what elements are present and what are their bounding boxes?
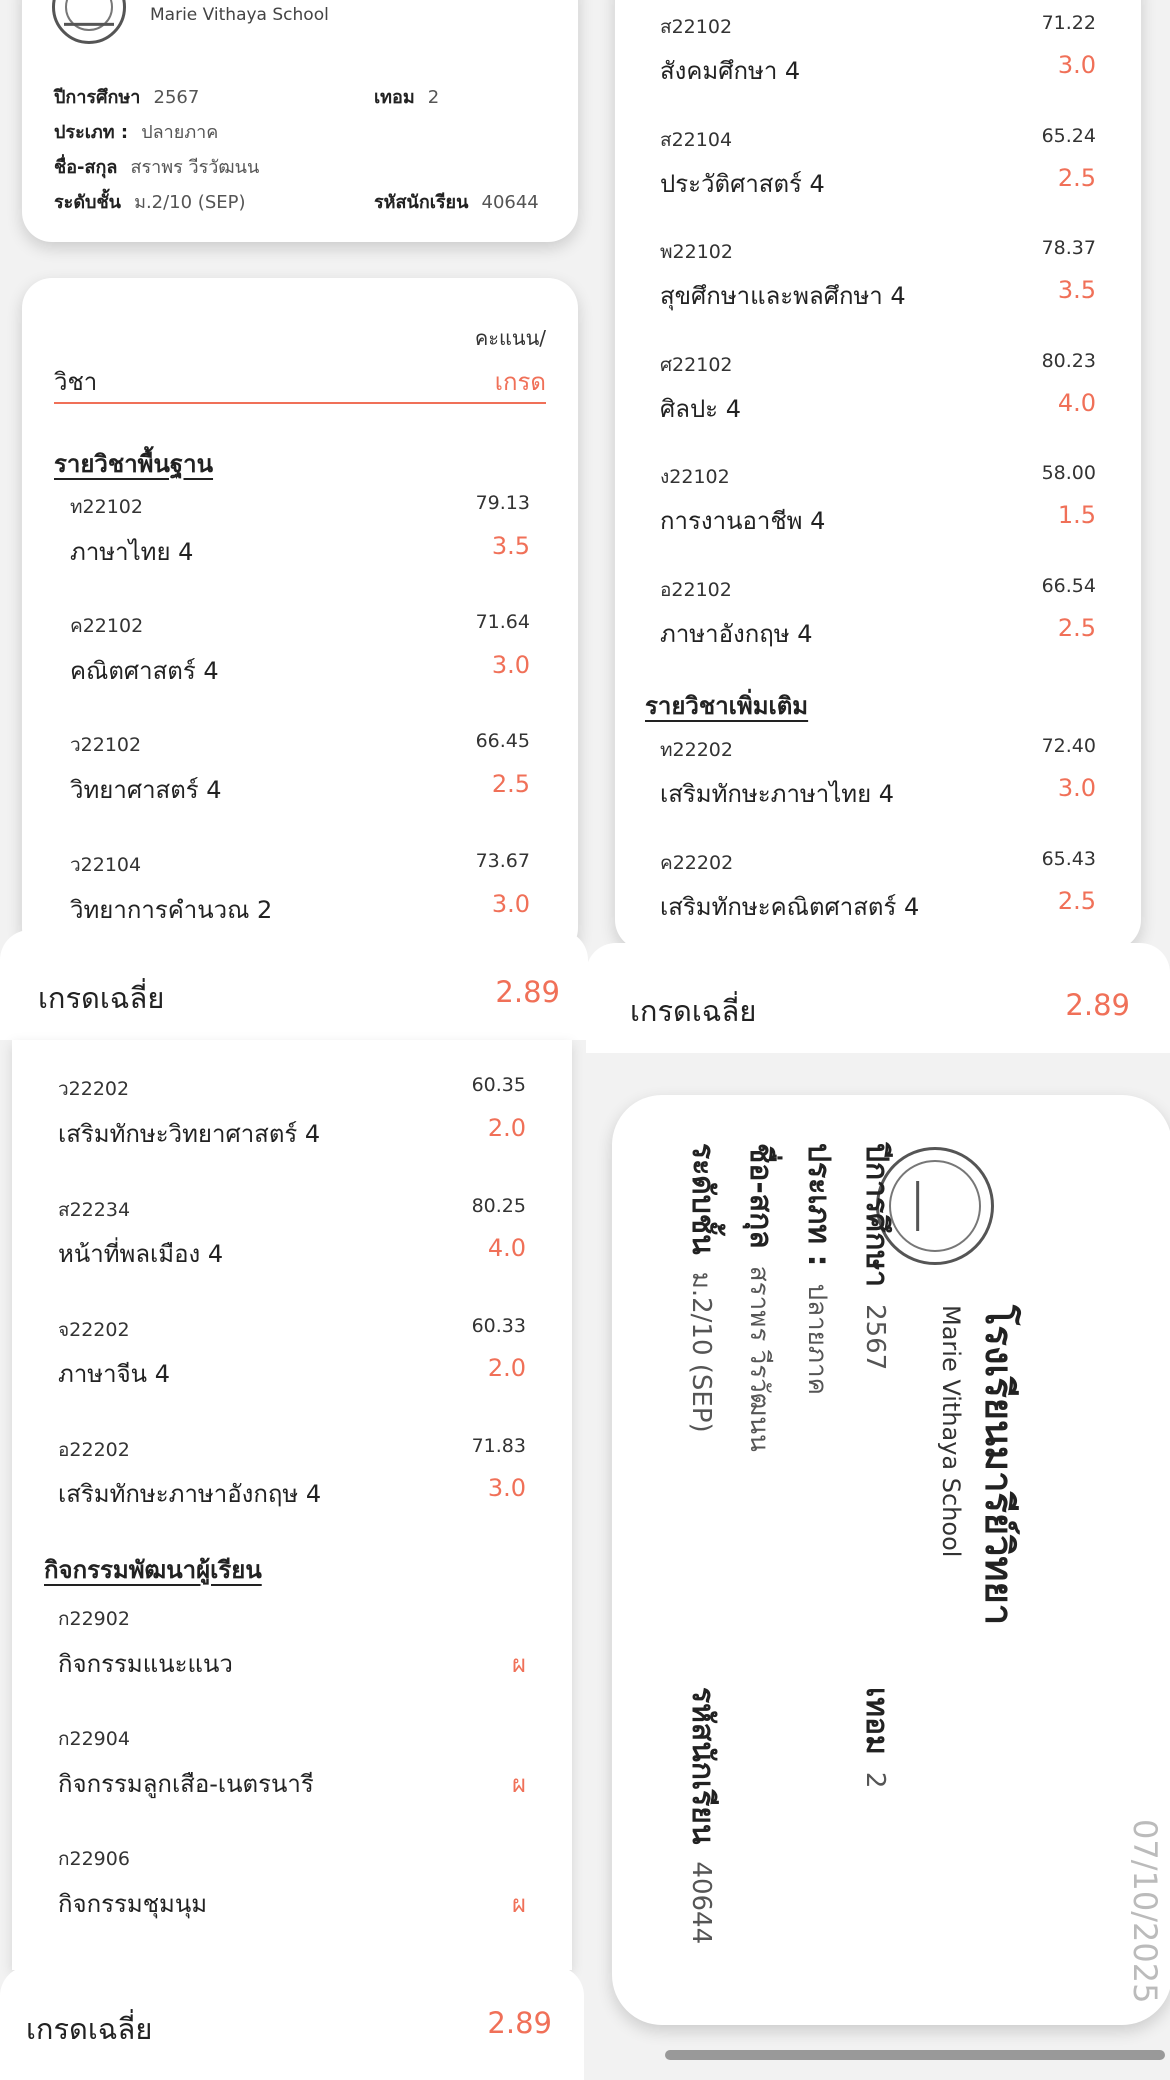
section-basic: รายวิชาพื้นฐาน xyxy=(54,450,214,478)
subject-grade: 3.0 xyxy=(491,890,530,918)
subject-name: เสริมทักษะคณิตศาสตร์ 4 xyxy=(660,893,920,921)
term-label: เทอม xyxy=(374,87,415,108)
subject-grade: 3.0 xyxy=(487,1474,526,1502)
section-additional: รายวิชาเพิ่มเติม xyxy=(645,692,809,720)
subject-score: 58.00 xyxy=(1041,462,1096,484)
student-info-card xyxy=(22,0,578,242)
activity-result: ผ xyxy=(511,1890,526,1918)
gpa-value: 2.89 xyxy=(487,2006,552,2040)
student-id-value: 40644 xyxy=(686,1861,716,1945)
activity-name: กิจกรรมลูกเสือ-เนตรนารี xyxy=(58,1770,314,1798)
subject-code: ง22102 xyxy=(660,466,730,488)
subject-grade: 3.5 xyxy=(491,532,530,560)
school-name-en: Marie Vithaya School xyxy=(937,1305,965,1558)
term-value: 2 xyxy=(860,1771,890,1789)
subject-name: ประวัติศาสตร์ 4 xyxy=(660,170,825,198)
subject-grade: 4.0 xyxy=(487,1234,526,1262)
gpa-bar-right xyxy=(586,943,1170,1053)
subject-score: 78.37 xyxy=(1041,237,1096,259)
type-label: ประเภท : xyxy=(801,1143,836,1267)
activity-result: ผ xyxy=(511,1650,526,1678)
grades-card-left xyxy=(22,278,578,958)
school-name-en: Marie Vithaya School xyxy=(150,5,329,25)
subject-name: ภาษาไทย 4 xyxy=(70,538,194,566)
subject-score: 66.45 xyxy=(475,730,530,752)
print-date: 07/10/2025 xyxy=(1126,1819,1164,2004)
subject-name: วิทยาการคำนวณ 2 xyxy=(70,896,273,924)
gpa-bar-bottom-left xyxy=(0,1966,584,2080)
subject-grade: 3.0 xyxy=(1057,51,1096,79)
type-label: ประเภท : xyxy=(54,122,129,143)
subject-code: อ22202 xyxy=(58,1439,130,1461)
subject-code: ส22102 xyxy=(660,16,733,38)
type-value: ปลายภาค xyxy=(141,122,219,143)
subject-score: 60.33 xyxy=(471,1315,526,1337)
school-name-th: โรงเรียนมารีย์วิทยา xyxy=(977,1305,1021,1626)
subject-name: สังคมศึกษา 4 xyxy=(660,57,801,85)
subject-code: อ22102 xyxy=(660,579,732,601)
gpa-bar-top-left xyxy=(0,930,588,1040)
subject-grade: 2.0 xyxy=(487,1114,526,1142)
subject-code: ส22234 xyxy=(58,1199,131,1221)
level-label: ระดับชั้น xyxy=(685,1143,720,1255)
grades-card-left-bottom xyxy=(12,1040,572,1970)
subject-score: 65.24 xyxy=(1041,125,1096,147)
subject-code: ท22202 xyxy=(660,739,733,761)
activity-code: ก22904 xyxy=(58,1728,130,1750)
subject-header: วิชา xyxy=(54,368,98,396)
activity-name: กิจกรรมชุมนุม xyxy=(58,1890,208,1918)
term-label: เทอม xyxy=(859,1687,894,1755)
subject-score: 73.67 xyxy=(475,850,530,872)
subject-name: หน้าที่พลเมือง 4 xyxy=(58,1240,224,1268)
subject-code: ศ22102 xyxy=(660,354,733,376)
student-id-label: รหัสนักเรียน xyxy=(374,192,469,213)
gpa-label: เกรดเฉลี่ย xyxy=(26,2012,153,2046)
subject-grade: 2.5 xyxy=(1057,887,1096,915)
school-logo-icon xyxy=(52,0,126,44)
subject-name: ภาษาจีน 4 xyxy=(58,1360,170,1388)
subject-code: จ22202 xyxy=(58,1319,130,1341)
year-label: ปีการศึกษา xyxy=(54,87,141,108)
subject-score: 65.43 xyxy=(1041,848,1096,870)
score-header: คะแนน/ xyxy=(474,326,546,350)
home-indicator[interactable] xyxy=(665,2050,1165,2060)
subject-code: พ22102 xyxy=(660,241,733,263)
student-id-value: 40644 xyxy=(481,192,539,213)
subject-score: 71.22 xyxy=(1041,12,1096,34)
activity-code: ก22906 xyxy=(58,1848,130,1870)
header-divider xyxy=(54,402,546,404)
subject-score: 80.23 xyxy=(1041,350,1096,372)
subject-grade: 3.0 xyxy=(1057,774,1096,802)
activity-name: กิจกรรมแนะแนว xyxy=(58,1650,233,1678)
student-id-label: รหัสนักเรียน xyxy=(685,1687,720,1845)
subject-score: 72.40 xyxy=(1041,735,1096,757)
type-value: ปลายภาค xyxy=(802,1283,832,1396)
subject-score: 71.64 xyxy=(475,611,530,633)
subject-code: ท22102 xyxy=(70,496,143,518)
subject-name: เสริมทักษะวิทยาศาสตร์ 4 xyxy=(58,1120,321,1148)
subject-name: เสริมทักษะภาษาอังกฤษ 4 xyxy=(58,1480,322,1508)
grades-card-right xyxy=(615,0,1141,950)
subject-score: 66.54 xyxy=(1041,575,1096,597)
name-value: สราพร วีรวัฒนน xyxy=(130,157,260,178)
subject-name: เสริมทักษะภาษาไทย 4 xyxy=(660,780,895,808)
year-value: 2567 xyxy=(153,87,200,108)
subject-name: วิทยาศาสตร์ 4 xyxy=(70,776,222,804)
subject-grade: 2.5 xyxy=(491,770,530,798)
year-label: ปีการศึกษา xyxy=(859,1143,894,1287)
subject-code: ว22202 xyxy=(58,1078,130,1100)
gpa-value: 2.89 xyxy=(495,975,560,1009)
level-label: ระดับชั้น xyxy=(54,192,121,213)
activity-code: ก22902 xyxy=(58,1608,130,1630)
subject-grade: 3.5 xyxy=(1057,276,1096,304)
subject-name: ศิลปะ 4 xyxy=(660,395,741,423)
term-value: 2 xyxy=(427,87,440,108)
activity-result: ผ xyxy=(511,1770,526,1798)
name-label: ชื่อ-สกุล xyxy=(54,157,118,178)
subject-score: 79.13 xyxy=(475,492,530,514)
subject-grade: 1.5 xyxy=(1057,501,1096,529)
subject-code: ว22104 xyxy=(70,854,142,876)
subject-grade: 2.5 xyxy=(1057,164,1096,192)
subject-code: ว22102 xyxy=(70,734,142,756)
subject-grade: 4.0 xyxy=(1057,389,1096,417)
subject-grade: 3.0 xyxy=(491,651,530,679)
level-value: ม.2/10 (SEP) xyxy=(686,1271,716,1433)
subject-grade: 2.5 xyxy=(1057,614,1096,642)
subject-grade: 2.0 xyxy=(487,1354,526,1382)
subject-score: 71.83 xyxy=(471,1435,526,1457)
subject-name: การงานอาชีพ 4 xyxy=(660,507,826,535)
section-activities: กิจกรรมพัฒนาผู้เรียน xyxy=(44,1556,262,1584)
subject-score: 80.25 xyxy=(471,1195,526,1217)
subject-score: 60.35 xyxy=(471,1074,526,1096)
name-label: ชื่อ-สกุล xyxy=(743,1143,778,1249)
subject-name: คณิตศาสตร์ 4 xyxy=(70,657,219,685)
gpa-label: เกรดเฉลี่ย xyxy=(630,994,757,1028)
subject-code: ค22102 xyxy=(70,615,144,637)
student-info-card-rotated xyxy=(612,1095,1170,2025)
gpa-value: 2.89 xyxy=(1065,988,1130,1022)
subject-code: ส22104 xyxy=(660,129,733,151)
year-value: 2567 xyxy=(860,1304,890,1371)
subject-name: สุขศึกษาและพลศึกษา 4 xyxy=(660,282,906,310)
subject-code: ค22202 xyxy=(660,852,734,874)
gpa-label: เกรดเฉลี่ย xyxy=(38,981,165,1015)
grade-header: เกรด xyxy=(494,368,546,396)
subject-name: ภาษาอังกฤษ 4 xyxy=(660,620,813,648)
level-value: ม.2/10 (SEP) xyxy=(134,192,246,213)
name-value: สราพร วีรวัฒนน xyxy=(744,1265,774,1452)
